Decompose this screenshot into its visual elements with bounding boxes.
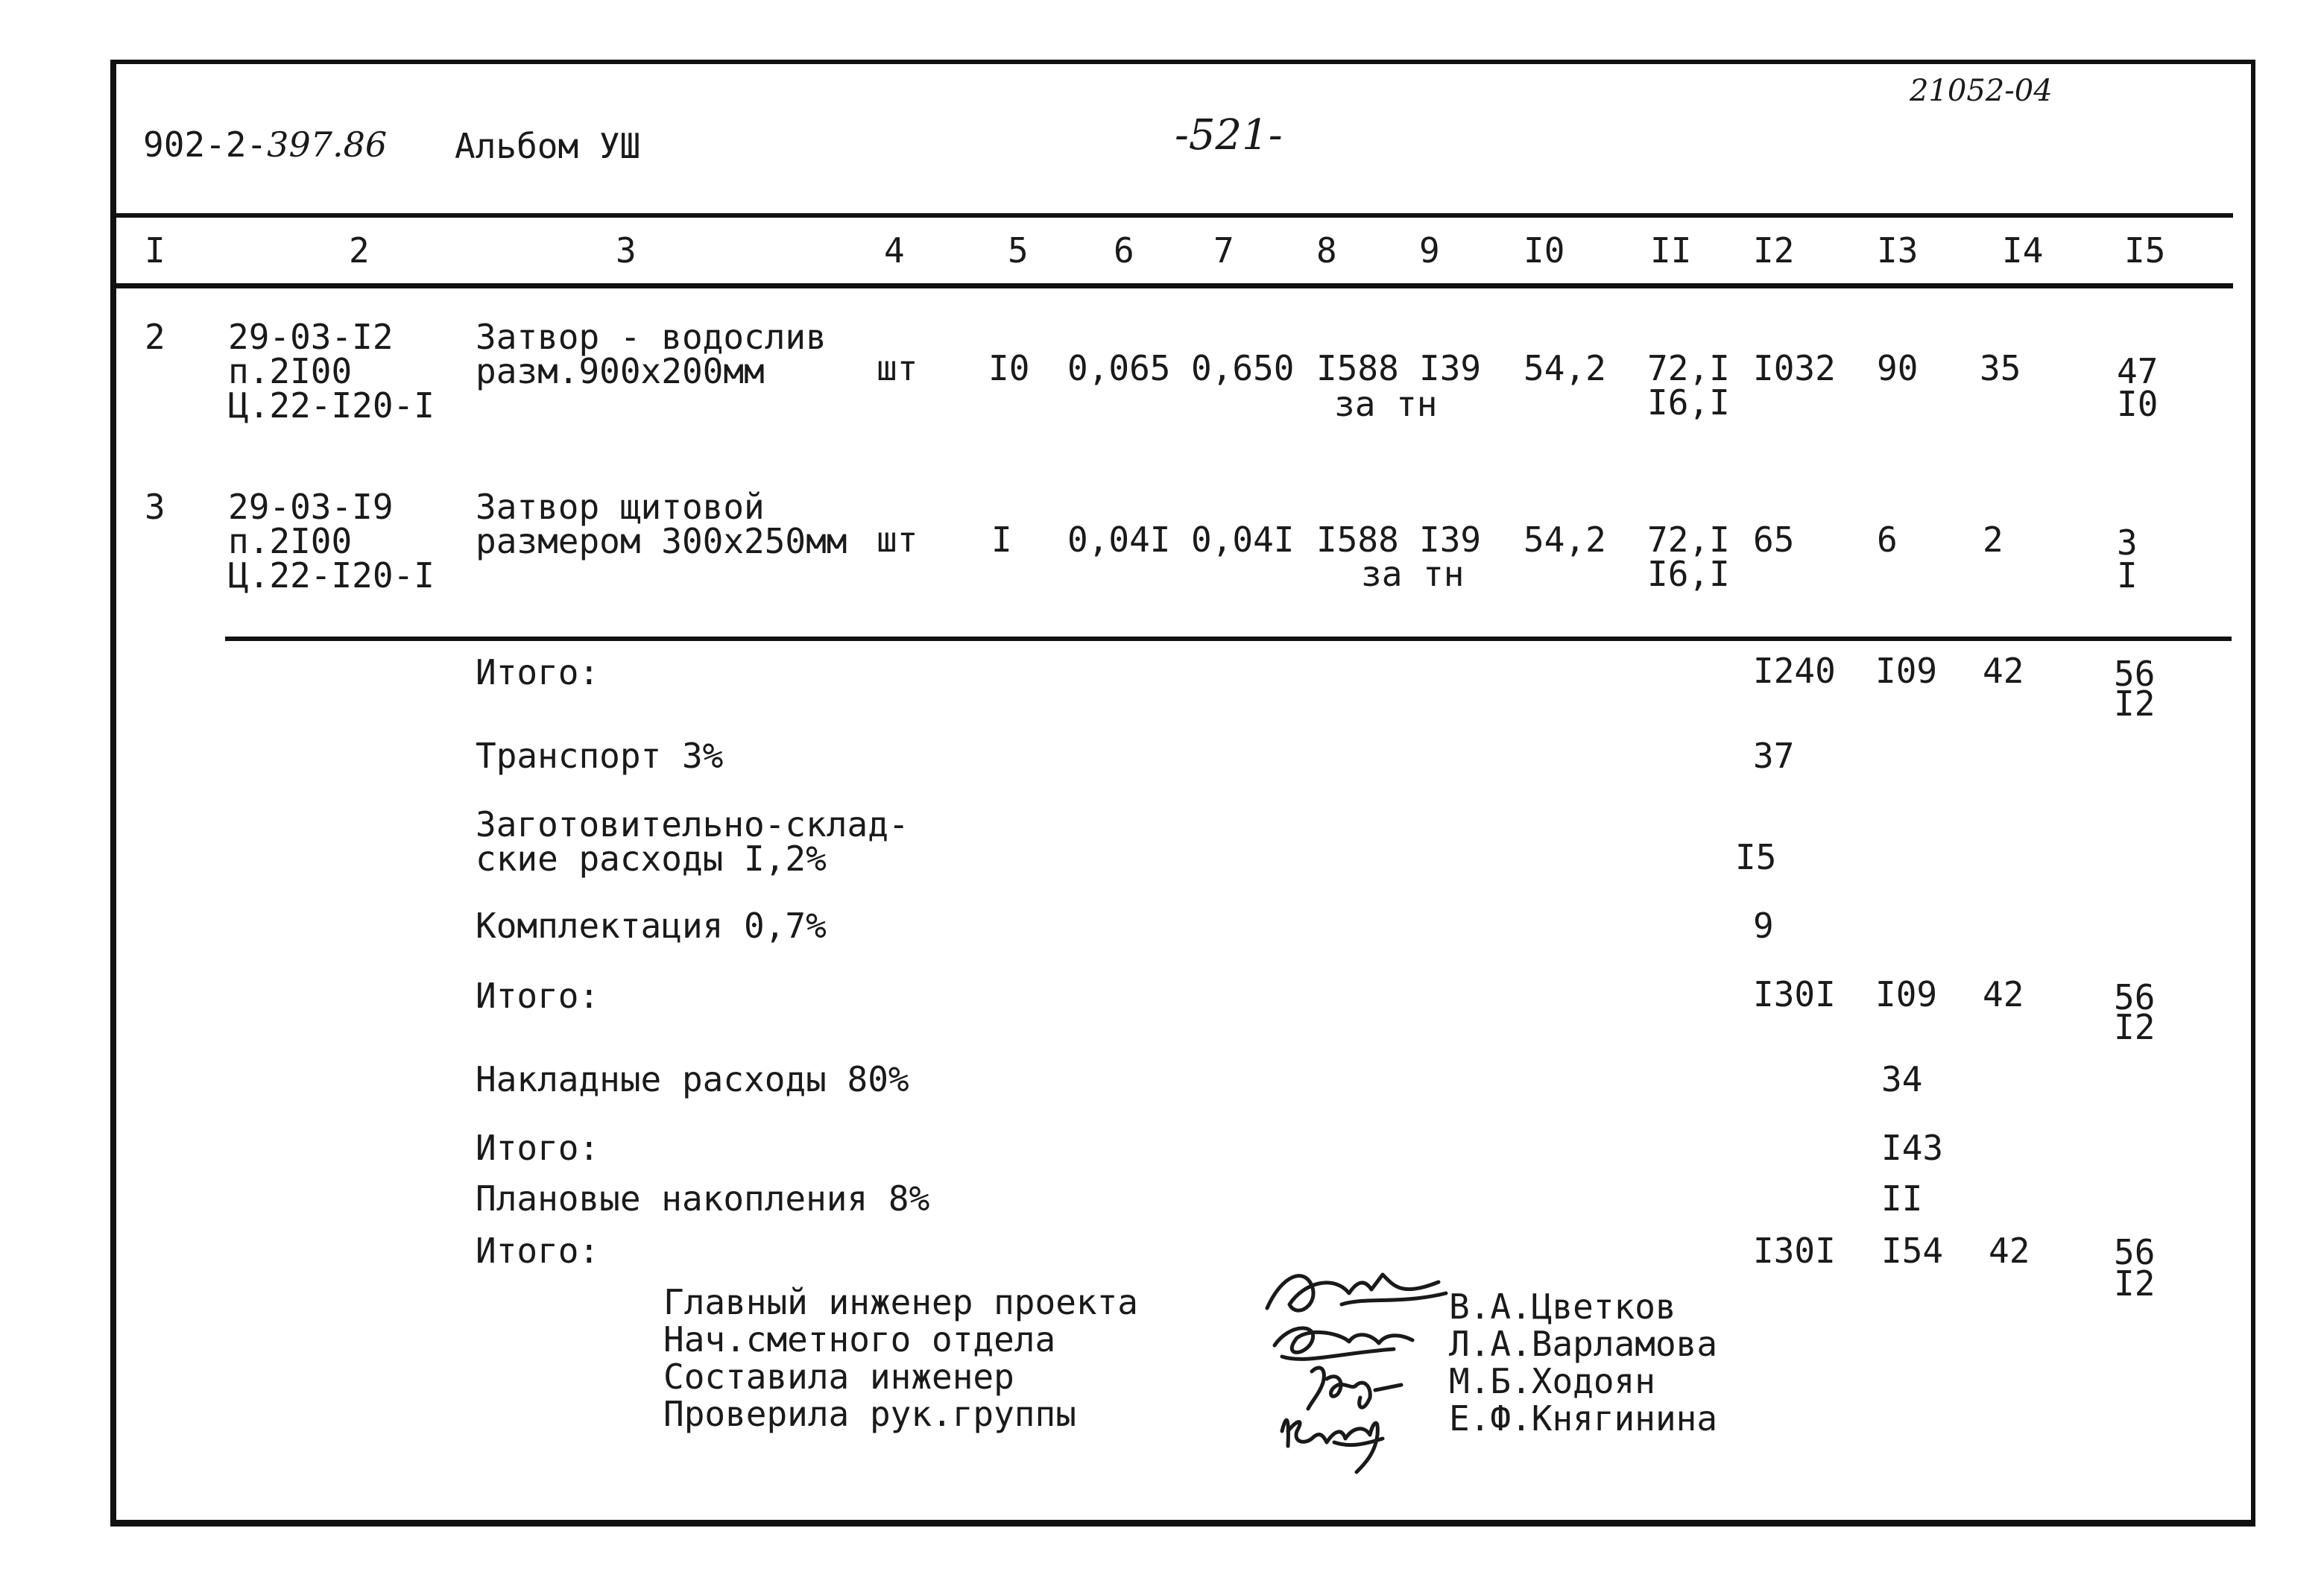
col-header-8: 8 — [1316, 230, 1337, 271]
col-header-1: I — [145, 230, 165, 271]
row-qty: I — [991, 520, 1012, 560]
doc-code-handwritten: 397.86 — [267, 124, 388, 165]
summary-col15-b: I2 — [2114, 684, 2156, 724]
row-col89-note: за тн — [1334, 384, 1438, 424]
summary-col15-b: I2 — [2114, 1263, 2156, 1304]
summary-label: Транспорт 3% — [476, 736, 724, 776]
col-header-13: I3 — [1877, 230, 1919, 271]
row-qty: I0 — [988, 348, 1030, 388]
row-unit: шт — [877, 348, 918, 388]
row-col7: 0,650 — [1191, 348, 1295, 388]
summary-label: Итого: — [476, 652, 600, 692]
summary-col12: 9 — [1753, 906, 1774, 946]
summary-col13: 34 — [1881, 1059, 1923, 1099]
row-name-2: разм.900х200мм — [476, 351, 765, 391]
row-col15-b: I — [2117, 555, 2138, 596]
summary-col13: I09 — [1875, 974, 1938, 1014]
row-col8: I588 — [1316, 348, 1399, 388]
summary-label: Комплектация 0,7% — [476, 906, 827, 946]
row-code-3: Ц.22-I20-I — [228, 385, 435, 426]
summary-label: Заготовительно-склад- — [476, 804, 909, 845]
row-col11-a: 72,I — [1647, 348, 1730, 388]
signature-role: Проверила рук.группы — [663, 1394, 1076, 1434]
col-header-7: 7 — [1213, 230, 1234, 271]
summary-col15-a: 56 — [2114, 977, 2156, 1017]
row-code-2: п.2I00 — [228, 521, 353, 561]
col-header-10: I0 — [1523, 230, 1565, 271]
row-col9: I39 — [1419, 520, 1482, 560]
summary-label: Плановые накопления 8% — [476, 1178, 930, 1219]
row-col10: 54,2 — [1523, 520, 1606, 560]
signature-role: Главный инженер проекта — [663, 1282, 1138, 1322]
col-header-11: II — [1650, 230, 1692, 271]
row-code-1: 29-03-I2 — [228, 317, 394, 357]
row-col15-a: 47 — [2117, 351, 2159, 391]
summary-col13: I09 — [1875, 651, 1938, 691]
signature-role: Нач.сметного отдела — [663, 1319, 1056, 1360]
summary-col12: 37 — [1753, 736, 1795, 776]
page-number: -521- — [1175, 111, 1283, 160]
row-number: 2 — [145, 317, 165, 357]
summary-col12: I240 — [1753, 651, 1836, 691]
summary-col13: II — [1881, 1178, 1923, 1219]
doc-code: 902-2-397.86 — [143, 124, 388, 165]
summary-label: Итого: — [476, 976, 600, 1016]
signature-name: Е.Ф.Княгинина — [1449, 1398, 1718, 1439]
row-col12: I032 — [1753, 348, 1836, 388]
row-col11-b: I6,I — [1647, 554, 1730, 594]
row-unit: шт — [877, 520, 918, 560]
row-code-3: Ц.22-I20-I — [228, 555, 435, 596]
header-rule-bottom — [116, 283, 2233, 288]
summary-col14: 42 — [1989, 1231, 2030, 1271]
row-col11-a: 72,I — [1647, 520, 1730, 560]
summary-label: Итого: — [476, 1231, 600, 1271]
document-frame — [110, 60, 2255, 1527]
col-header-15: I5 — [2124, 230, 2166, 271]
summary-col12: I30I — [1753, 1231, 1836, 1271]
summary-col12: I30I — [1753, 974, 1836, 1014]
summary-col15-a: 56 — [2114, 1232, 2156, 1272]
col-header-3: 3 — [616, 230, 637, 271]
row-number: 3 — [145, 487, 165, 527]
row-col7: 0,04I — [1191, 520, 1295, 560]
row-col13: 6 — [1877, 520, 1898, 560]
col-header-4: 4 — [884, 230, 905, 271]
row-name-1: Затвор щитовой — [476, 487, 765, 527]
summary-label: Накладные расходы 80% — [476, 1059, 909, 1099]
album-label: Альбом УШ — [455, 126, 641, 166]
signature-name: Л.А.Варламова — [1449, 1324, 1718, 1364]
row-col6: 0,04I — [1067, 520, 1171, 560]
signature-role: Составила инженер — [663, 1357, 1014, 1397]
row-col15-b: I0 — [2117, 384, 2159, 424]
row-col13: 90 — [1877, 348, 1919, 388]
row-code-1: 29-03-I9 — [228, 487, 394, 527]
col-header-14: I4 — [2002, 230, 2044, 271]
summary-col14: 42 — [1983, 974, 2024, 1014]
row-col9: I39 — [1419, 348, 1482, 388]
row-col15-a: 3 — [2117, 523, 2138, 563]
signature-name: М.Б.Ходоян — [1449, 1361, 1655, 1401]
row-col10: 54,2 — [1523, 348, 1606, 388]
col-header-2: 2 — [349, 230, 370, 271]
row-col8: I588 — [1316, 520, 1399, 560]
col-header-9: 9 — [1419, 230, 1440, 271]
row-col14: 2 — [1983, 520, 2003, 560]
signature-name: В.А.Цветков — [1449, 1287, 1676, 1327]
summary-label-cont: ские расходы I,2% — [476, 839, 827, 879]
row-col89-note: за тн — [1361, 554, 1465, 594]
summary-rule — [225, 637, 2232, 641]
row-name-1: Затвор - водослив — [476, 317, 827, 357]
row-name-2: размером 300х250мм — [476, 521, 847, 561]
summary-col13: I54 — [1881, 1231, 1944, 1271]
summary-col14: 42 — [1983, 651, 2024, 691]
corner-code: 21052-04 — [1910, 74, 2053, 108]
row-col12: 65 — [1753, 520, 1795, 560]
row-col11-b: I6,I — [1647, 382, 1730, 423]
handwritten-signatures — [1252, 1252, 1461, 1476]
col-header-5: 5 — [1008, 230, 1029, 271]
header-rule-top — [116, 213, 2233, 218]
row-code-2: п.2I00 — [228, 351, 353, 391]
summary-col13: I43 — [1881, 1128, 1944, 1168]
summary-col12: I5 — [1735, 837, 1777, 877]
row-col6: 0,065 — [1067, 348, 1171, 388]
summary-col15-b: I2 — [2114, 1007, 2156, 1047]
col-header-12: I2 — [1753, 230, 1795, 271]
summary-col15-a: 56 — [2114, 654, 2156, 694]
row-col14: 35 — [1980, 348, 2021, 388]
col-header-6: 6 — [1114, 230, 1134, 271]
summary-label: Итого: — [476, 1128, 600, 1168]
